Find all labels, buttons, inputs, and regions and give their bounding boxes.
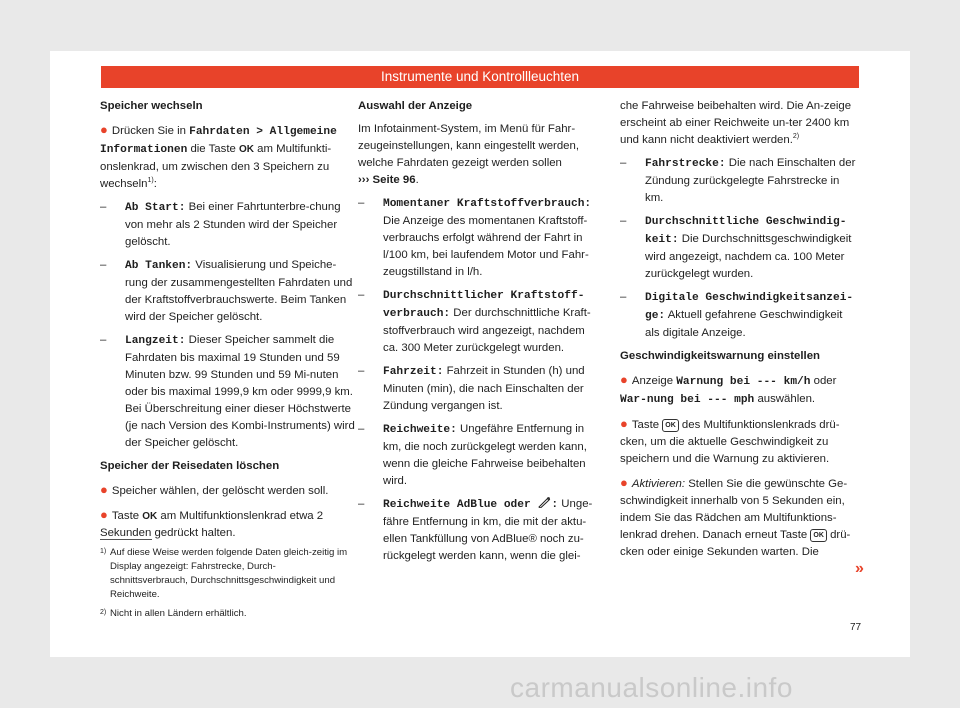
- heading-auswahl: Auswahl der Anzeige: [358, 100, 473, 112]
- ok-key-icon: OK: [142, 511, 158, 522]
- column-2: [358, 98, 603, 571]
- footnotes: [100, 546, 352, 626]
- dash-icon: –: [358, 498, 365, 510]
- manual-page: [50, 51, 910, 657]
- list-item: – Reichweite AdBlue oder : Unge-fähre Entfernung in km, die mit der aktu-ellen Tankfüllung von AdBlue® noch zu-rückgelegt werden kann, wenn die glei-: [358, 498, 593, 562]
- column-1: [100, 98, 355, 548]
- ok-key-icon: OK: [239, 144, 254, 155]
- footnote: 1) Auf diese Weise werden folgende Daten gleich-zeitig im Display angezeigt: Fahrstrecke, Durch-schnittsverbrauch, Durchschnittsgeschwindigkeit und Reichweite.: [100, 547, 348, 600]
- footnote: 2) Nicht in allen Ländern erhältlich.: [100, 608, 247, 619]
- heading-geschwindigkeitswarnung: Geschwindigkeitswarnung einstellen: [620, 350, 821, 362]
- list-item: – Ab Tanken: Visualisierung und Speiche-rung der zusammengestellten Fahrdaten und der Kraftstoffverbrauchswerte. Beim Tanken wird der Speicher gelöscht.: [100, 259, 353, 323]
- watermark: carmanualsonline.info: [510, 672, 793, 703]
- heading-speicher-loeschen: Speicher der Reisedaten löschen: [100, 460, 280, 472]
- list-item: – Durchschnittlicher Kraftstoff-verbrauch: Der durchschnittliche Kraft-stoffverbrauch wird angezeigt, nachdem ca. 300 Meter zurückgelegt wurden.: [358, 289, 591, 354]
- dash-icon: –: [358, 197, 365, 209]
- ok-key-icon: OK: [662, 419, 679, 432]
- dash-icon: –: [620, 215, 627, 227]
- list-item: – Durchschnittliche Geschwindig-keit: Die Durchschnittsgeschwindigkeit wird angezeigt, nachdem ca. 100 Meter zurückgelegt wurden.: [620, 215, 852, 280]
- list-item: – Fahrstrecke: Die nach Einschalten der Zündung zurückgelegte Fahrstrecke in km.: [620, 157, 856, 204]
- bullet-icon: ●: [100, 507, 108, 522]
- page-reference-link[interactable]: ››› Seite 96: [358, 174, 416, 186]
- footnote-divider: [100, 539, 152, 540]
- adblue-pump-icon: [537, 496, 551, 508]
- list-item: – Digitale Geschwindigkeitsanzei-ge: Aktuell gefahrene Geschwindigkeit als digitale Anzeige.: [620, 291, 854, 339]
- dash-icon: –: [100, 334, 107, 346]
- bullet-icon: ●: [100, 482, 108, 497]
- list-item: – Ab Start: Bei einer Fahrtunterbre-chung von mehr als 2 Stunden wird der Speicher gelöscht.: [100, 201, 341, 248]
- instruction-item: ● Taste OK des Multifunktionslenkrads drü-cken, um die aktuelle Geschwindigkeit zu speichern und die Warnung zu aktivieren.: [620, 416, 840, 465]
- list-item: – Momentaner Kraftstoffverbrauch: Die Anzeige des momentanen Kraftstoff-verbrauchs erfolgt während der Fahrt in l/100 km, bei laufendem Motor und Fahr-zeugstillstand in l/h.: [358, 197, 592, 278]
- bullet-icon: ●: [620, 372, 628, 387]
- dash-icon: –: [358, 365, 365, 377]
- bullet-icon: ●: [100, 122, 108, 137]
- dash-icon: –: [100, 201, 107, 213]
- ok-key-icon: OK: [810, 529, 827, 542]
- instruction-item: ● Taste OK am Multifunktionslenkrad etwa 2 Sekunden gedrückt halten.: [100, 507, 324, 539]
- column-3: [620, 98, 860, 567]
- instruction-item: ● Speicher wählen, der gelöscht werden soll.: [100, 482, 329, 497]
- section-header: Instrumente und Kontrollleuchten: [101, 66, 859, 88]
- heading-speicher-wechseln: Speicher wechseln: [100, 100, 203, 112]
- continued-paragraph: che Fahrweise beibehalten wird. Die An-zeige erscheint ab einer Reichweite un-ter 2400 km und kann nicht deaktiviert werden.$^{2)}$: [620, 100, 852, 146]
- bullet-icon: ●: [620, 475, 628, 490]
- instruction-item: ● Anzeige Warnung bei --- km/h oder War-nung bei --- mph auswählen.: [620, 372, 837, 406]
- intro-paragraph: Im Infotainment-System, im Menü für Fahr-zeugeinstellungen, kann eingestellt werden, welche Fahrdaten gezeigt werden sollen ››› Seite 96.: [358, 123, 580, 186]
- instruction-item: ● Aktivieren: Stellen Sie die gewünschte Ge-schwindigkeit innerhalb von 5 Sekunden ein, indem Sie das Rädchen am Multifunktions-lenkrad drehen. Danach erneut Taste OK drü-cken oder einige Sekunden warten. Die: [620, 475, 851, 558]
- list-item: – Reichweite: Ungefähre Entfernung in km, die noch zurückgelegt werden kann, wenn die gleiche Fahrweise beibehalten wird.: [358, 423, 587, 487]
- page-number: 77: [850, 622, 862, 633]
- dash-icon: –: [100, 259, 107, 271]
- list-item: – Langzeit: Dieser Speicher sammelt die Fahrdaten bis maximal 19 Stunden und 59 Minuten bzw. 99 Stunden und 59 Mi-nuten oder bis maximal 1999,9 km oder 9999,9 km. Bei Überschreitung einer dieser Höchstwerte (je nach Version des Kombi-Instruments) wird der Speicher gelöscht.: [100, 334, 355, 449]
- dash-icon: –: [620, 291, 627, 303]
- dash-icon: –: [620, 157, 627, 169]
- continue-arrow-icon: »: [855, 560, 864, 577]
- bullet-icon: ●: [620, 416, 628, 431]
- list-item: – Fahrzeit: Fahrzeit in Stunden (h) und Minuten (min), die nach Einschalten der Zündung vergangen ist.: [358, 365, 585, 412]
- instruction-item: ● Drücken Sie in Fahrdaten > Allgemeine Informationen die Taste OK am Multifunkti-onslenkrad, um zwischen den 3 Speichern zu wechseln$^{1)}$:: [100, 122, 337, 190]
- dash-icon: –: [358, 289, 365, 301]
- dash-icon: –: [358, 423, 365, 435]
